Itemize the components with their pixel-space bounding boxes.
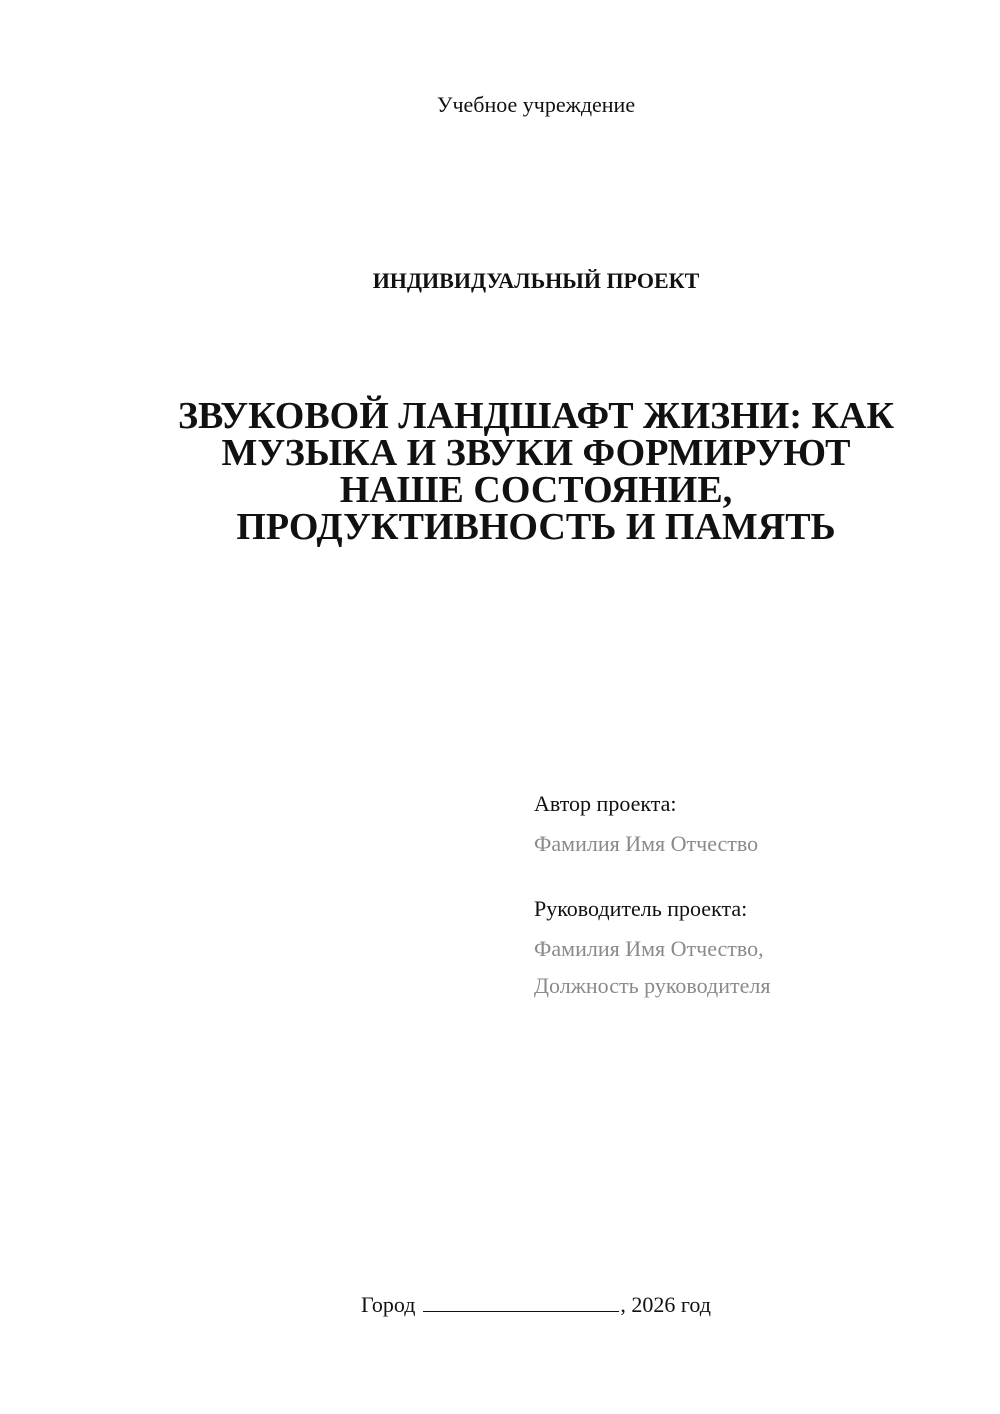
supervisor-name: Фамилия Имя Отчество, bbox=[534, 936, 764, 961]
project-title-line: НАШЕ СОСТОЯНИЕ, bbox=[339, 469, 733, 511]
supervisor-position: Должность руководителя bbox=[534, 973, 771, 998]
project-title bbox=[150, 395, 922, 548]
project-type-heading: ИНДИВИДУАЛЬНЫЙ ПРОЕКТ bbox=[372, 268, 700, 293]
city-label: Город bbox=[361, 1292, 416, 1317]
year-text: , 2026 год bbox=[620, 1292, 711, 1317]
project-title-line: МУЗЫКА И ЗВУКИ ФОРМИРУЮТ bbox=[221, 432, 851, 474]
supervisor-block bbox=[534, 894, 770, 1001]
supervisor-label: Руководитель проекта: bbox=[534, 896, 748, 921]
author-label: Автор проекта: bbox=[534, 791, 677, 816]
project-title-line: ЗВУКОВОЙ ЛАНДШАФТ ЖИЗНИ: КАК bbox=[177, 395, 895, 437]
institution-name: Учебное учреждение bbox=[436, 92, 636, 117]
author-name: Фамилия Имя Отчество bbox=[534, 831, 759, 856]
author-block bbox=[534, 789, 758, 859]
city-blank-line bbox=[423, 1291, 619, 1312]
city-year-line bbox=[0, 1291, 1000, 1319]
project-title-line: ПРОДУКТИВНОСТЬ И ПАМЯТЬ bbox=[236, 506, 836, 548]
